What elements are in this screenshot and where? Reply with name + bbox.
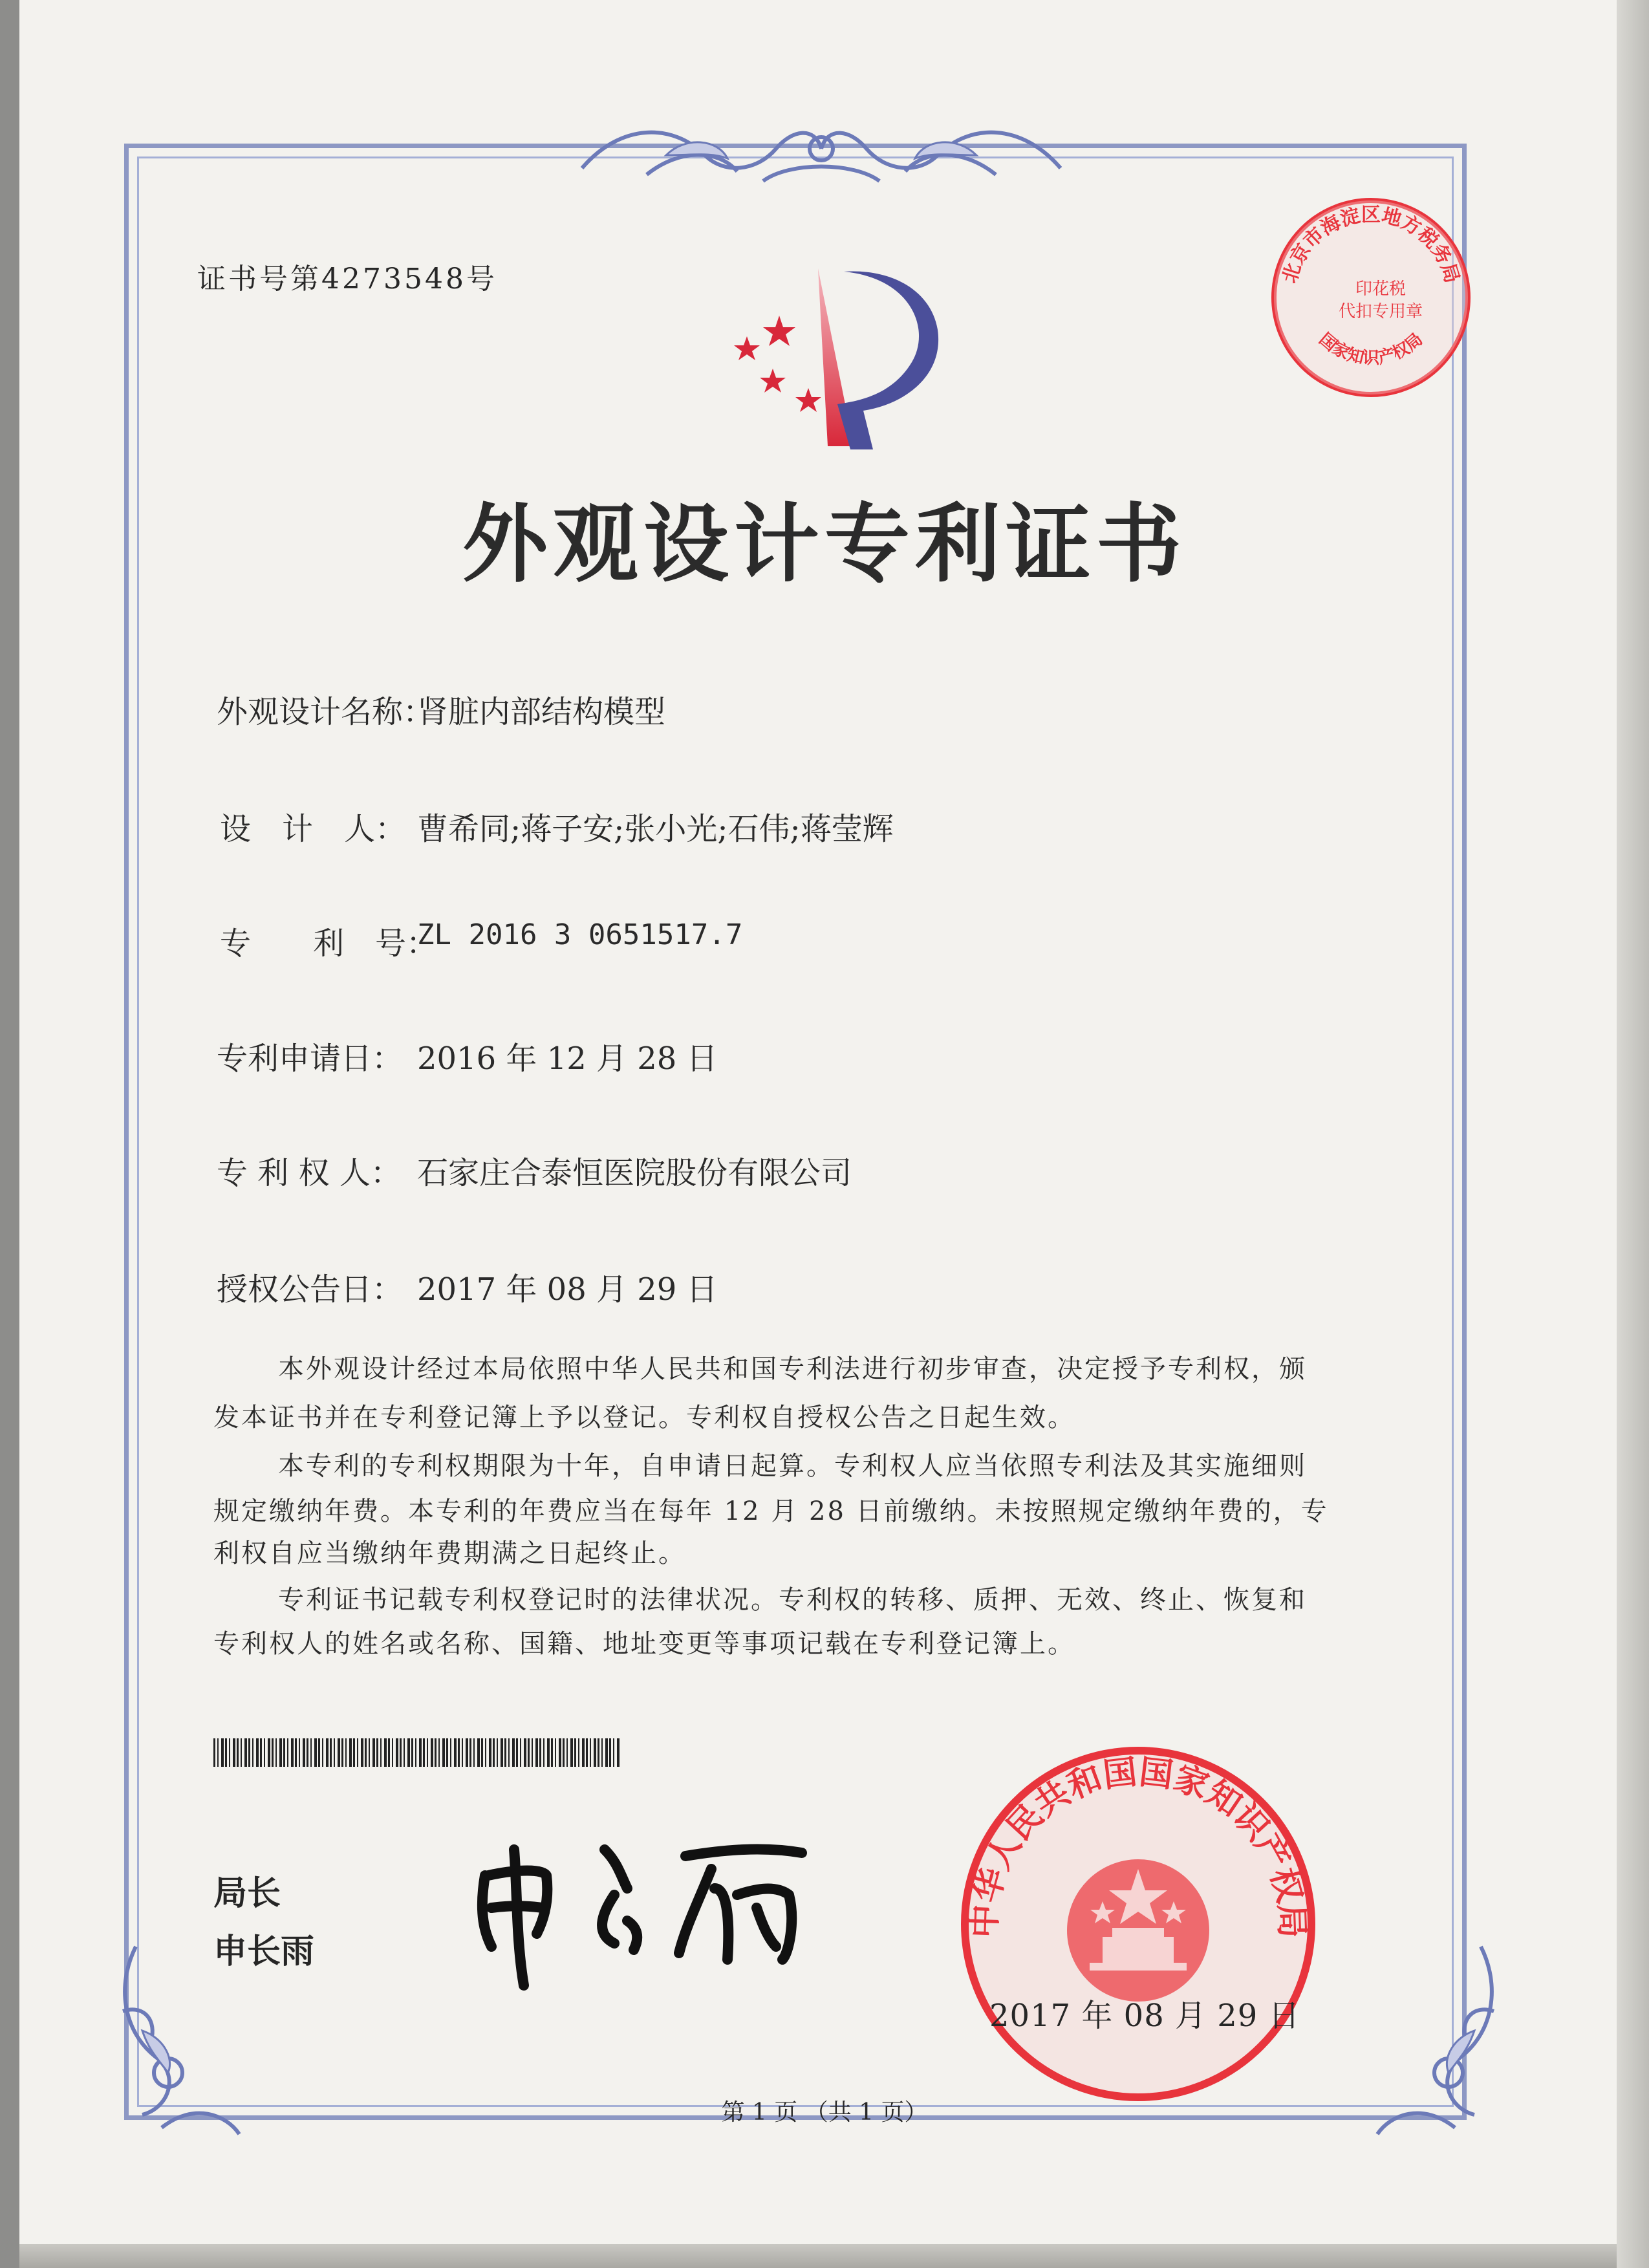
- field-label: 外观设计名称：: [217, 694, 435, 730]
- certificate-number-value: 4273548: [321, 263, 466, 296]
- body-line: 本外观设计经过本局依照中华人民共和国专利法进行初步审查，决定授予专利权，颁: [278, 1354, 1307, 1384]
- director-signature: [466, 1824, 828, 1992]
- tax-stamp-seal: [1264, 191, 1478, 404]
- field-value: 石家庄合泰恒医院股份有限公司: [417, 1155, 852, 1191]
- field-value: 肾脏内部结构模型: [417, 694, 666, 730]
- field-label: 设 计 人：: [220, 811, 407, 847]
- certificate-title: 外观设计专利证书: [462, 495, 1187, 594]
- tax-seal-center-line1: 印花税: [1355, 279, 1406, 299]
- certificate-number-suffix: 号: [466, 263, 497, 296]
- national-emblem: [1067, 1859, 1209, 2002]
- field-label: 授权公告日：: [217, 1271, 404, 1308]
- issue-date: 2017 年 08 月 29 日: [989, 1998, 1300, 2034]
- tax-seal-bottom-text: 国家知识产权局: [1315, 329, 1427, 369]
- body-line: 发本证书并在专利登记簿上予以登记。专利权自授权公告之日起生效。: [213, 1403, 1075, 1432]
- certificate-number-label: 证书号第: [197, 263, 321, 296]
- page-footer: 第 1 页 （共 1 页）: [721, 2099, 928, 2126]
- page-edge-shadow: [1617, 0, 1649, 2268]
- field-label: 专利申请日：: [217, 1041, 404, 1077]
- body-line: 专利权人的姓名或名称、国籍、地址变更等事项记载在专利登记簿上。: [213, 1629, 1075, 1659]
- body-line: 规定缴纳年费。本专利的年费应当在每年 12 月 28 日前缴纳。未按照规定缴纳年费的，专: [213, 1496, 1329, 1526]
- field-label: 专 利 号：: [220, 925, 438, 962]
- director-title: 局长: [213, 1874, 281, 1913]
- director-name: 申长雨: [213, 1932, 315, 1971]
- tax-seal-center-line2: 代扣专用章: [1338, 302, 1423, 321]
- body-line: 利权自应当缴纳年费期满之日起终止。: [213, 1539, 686, 1568]
- field-label: 专 利 权 人：: [217, 1155, 402, 1191]
- field-value: 2017 年 08 月 29 日: [417, 1271, 718, 1308]
- top-border-ornament: [569, 110, 1073, 194]
- page-bottom-edge: [19, 2244, 1617, 2268]
- body-line: 专利证书记载专利权登记时的法律状况。专利权的转移、质押、无效、终止、恢复和: [278, 1585, 1307, 1615]
- official-seal-ring-text: 中华人民共和国国家知识产权局: [965, 1753, 1311, 1939]
- tax-seal-ring-text: 北京市海淀区地方税务局: [1278, 204, 1463, 286]
- field-value: ZL 2016 3 0651517.7: [417, 918, 743, 951]
- field-value: 2016 年 12 月 28 日: [417, 1041, 718, 1077]
- certificate-number: [197, 255, 497, 297]
- body-line: 本专利的专利权期限为十年，自申请日起算。专利权人应当依照专利法及其实施细则: [278, 1451, 1307, 1481]
- barcode: [213, 1738, 620, 1767]
- official-seal: [951, 1736, 1326, 2111]
- field-value: 曹希同;蒋子安;张小光;石伟;蒋莹辉: [417, 811, 894, 847]
- patent-office-logo: [698, 265, 944, 453]
